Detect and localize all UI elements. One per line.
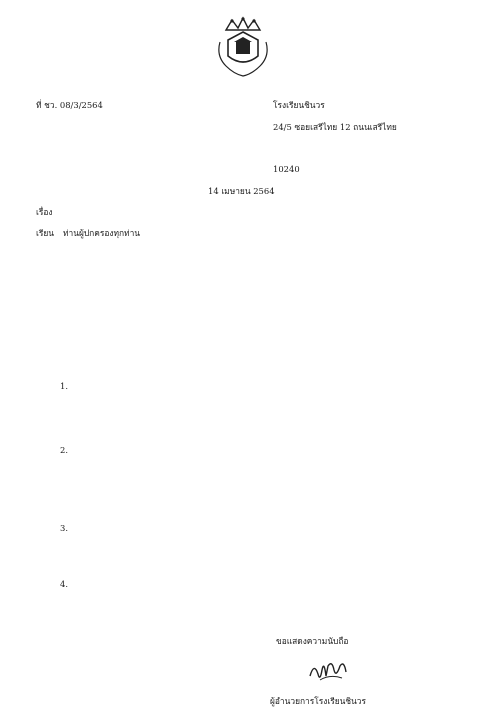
letter-date: 14 เมษายน 2564 [208, 186, 275, 196]
address-line-1: 24/5 ซอยเสรีไทย 12 ถนนเสรีไทย [273, 122, 397, 132]
list-item [60, 378, 464, 428]
subject-label: เรื่อง [36, 207, 53, 217]
signoff: ขอแสดงความนับถือ [276, 636, 349, 646]
salutation-text: ท่านผู้ปกครองทุกท่าน [63, 228, 141, 238]
list-item-number: 4. [60, 579, 68, 589]
school-emblem-icon [212, 16, 274, 78]
address-postcode: 10240 [273, 164, 300, 174]
signatory-title: ผู้อำนวยการโรงเรียนชินวร [270, 696, 366, 706]
list-item [60, 520, 464, 570]
list-item-number: 1. [60, 381, 68, 391]
list-item-number: 2. [60, 445, 68, 455]
list-item-number: 3. [60, 523, 68, 533]
list-item [60, 442, 464, 506]
school-name: โรงเรียนชินวร [273, 100, 325, 110]
salutation-label: เรียน [36, 228, 54, 238]
list-item [60, 576, 464, 594]
reference-number: ที่ ชว. 08/3/2564 [36, 100, 103, 110]
signature-icon [306, 656, 350, 688]
